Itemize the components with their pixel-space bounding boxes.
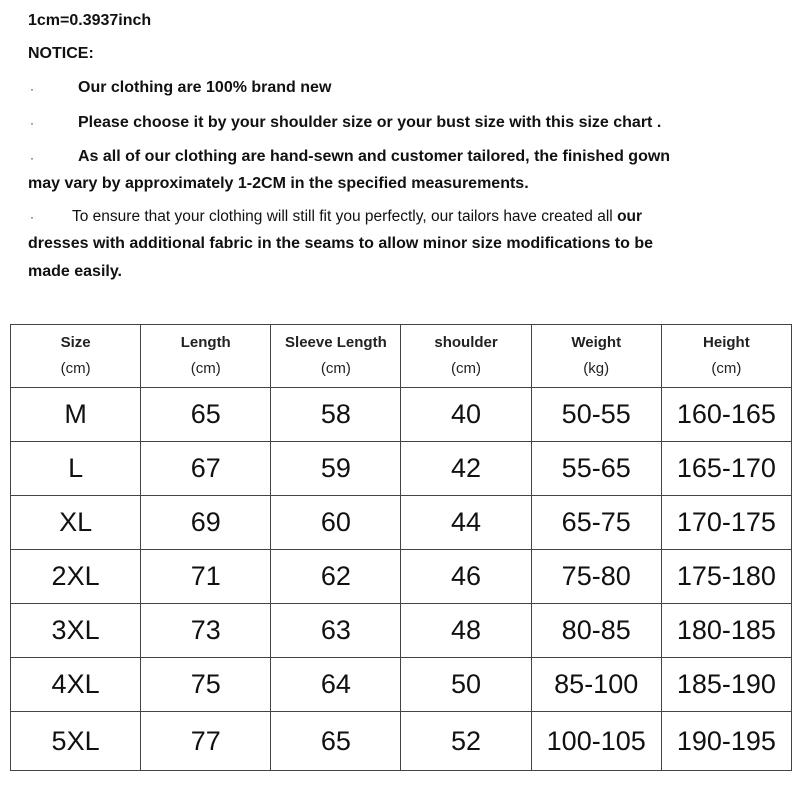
bullet-dot: · <box>30 151 34 165</box>
cell-height: 185-190 <box>661 658 791 712</box>
cell-size: 3XL <box>11 604 141 658</box>
cell-weight: 80-85 <box>531 604 661 658</box>
cell-weight: 65-75 <box>531 496 661 550</box>
bullet-dot: · <box>30 116 34 130</box>
table-row <box>11 550 792 604</box>
table-row <box>11 388 792 442</box>
cell-shoulder: 40 <box>401 388 531 442</box>
cell-weight: 50-55 <box>531 388 661 442</box>
bullet-dot: · <box>30 210 34 224</box>
notice-bullet-brand-new: Our clothing are 100% brand new <box>78 79 332 96</box>
header-weight-name: Weight <box>571 334 622 351</box>
header-weight-unit: (kg) <box>583 360 610 377</box>
table-row <box>11 604 792 658</box>
header-length <box>141 325 271 388</box>
cell-weight: 85-100 <box>531 658 661 712</box>
table-row <box>11 442 792 496</box>
cell-shoulder: 46 <box>401 550 531 604</box>
cell-height: 175-180 <box>661 550 791 604</box>
cell-length: 73 <box>141 604 271 658</box>
cell-height: 190-195 <box>661 712 791 771</box>
header-size <box>11 325 141 388</box>
header-weight <box>531 325 661 388</box>
cell-sleeve-length: 58 <box>271 388 401 442</box>
cell-weight: 100-105 <box>531 712 661 771</box>
header-shoulder <box>401 325 531 388</box>
header-sleeve-length-unit: (cm) <box>320 360 351 377</box>
cell-height: 170-175 <box>661 496 791 550</box>
size-chart-table <box>10 324 792 771</box>
cell-sleeve-length: 63 <box>271 604 401 658</box>
table-row <box>11 658 792 712</box>
cell-size: M <box>11 388 141 442</box>
header-height-unit: (cm) <box>711 360 742 377</box>
cell-height: 160-165 <box>661 388 791 442</box>
notice-bullet-tailored-line-1: As all of our clothing are hand-sewn and customer tailored, the finished gown <box>78 148 671 165</box>
notice-bullet-size-choice: Please choose it by your shoulder size or your bust size with this size chart . <box>78 114 662 131</box>
cell-shoulder: 42 <box>401 442 531 496</box>
cell-size: 5XL <box>11 712 141 771</box>
cell-length: 75 <box>141 658 271 712</box>
notice-bullet-tailored-line-2: may vary by approximately 1-2CM in the specified measurements. <box>28 175 529 192</box>
notice-title: NOTICE: <box>28 45 94 62</box>
header-size-unit: (cm) <box>60 360 91 377</box>
cell-sleeve-length: 60 <box>271 496 401 550</box>
cell-weight: 55-65 <box>531 442 661 496</box>
cell-size: 4XL <box>11 658 141 712</box>
notice-bullet-fit-line-1-start: To ensure that your clothing will still fit you perfectly, our tailors have created all <box>72 208 618 225</box>
cell-size: XL <box>11 496 141 550</box>
cell-sleeve-length: 62 <box>271 550 401 604</box>
notice-bullet-fit-line-1 <box>72 208 642 226</box>
header-size-name: Size <box>60 334 91 351</box>
header-sleeve-length <box>271 325 401 388</box>
cell-shoulder: 52 <box>401 712 531 771</box>
cell-size: L <box>11 442 141 496</box>
header-length-unit: (cm) <box>190 360 221 377</box>
bullet-dot: · <box>30 82 34 96</box>
cell-sleeve-length: 59 <box>271 442 401 496</box>
header-height-name: Height <box>703 334 750 351</box>
cell-sleeve-length: 65 <box>271 712 401 771</box>
cell-shoulder: 44 <box>401 496 531 550</box>
cell-shoulder: 50 <box>401 658 531 712</box>
table-row <box>11 712 792 771</box>
cell-length: 69 <box>141 496 271 550</box>
cell-sleeve-length: 64 <box>271 658 401 712</box>
header-shoulder-unit: (cm) <box>451 360 482 377</box>
cell-height: 180-185 <box>661 604 791 658</box>
unit-conversion-note: 1cm=0.3937inch <box>28 12 152 29</box>
cell-length: 71 <box>141 550 271 604</box>
cell-length: 77 <box>141 712 271 771</box>
header-shoulder-name: shoulder <box>434 334 498 351</box>
cell-length: 65 <box>141 388 271 442</box>
notice-bullet-fit-line-1-end: our <box>617 208 643 225</box>
header-sleeve-length-name: Sleeve Length <box>285 334 387 351</box>
cell-size: 2XL <box>11 550 141 604</box>
header-height <box>661 325 791 388</box>
table-row <box>11 496 792 550</box>
cell-length: 67 <box>141 442 271 496</box>
cell-weight: 75-80 <box>531 550 661 604</box>
notice-bullet-fit-line-3: made easily. <box>28 263 122 280</box>
cell-shoulder: 48 <box>401 604 531 658</box>
notice-bullet-fit-line-2: dresses with additional fabric in the seams to allow minor size modifications to be <box>28 235 654 252</box>
cell-height: 165-170 <box>661 442 791 496</box>
header-length-name: Length <box>180 334 231 351</box>
table-header-row <box>11 325 792 388</box>
